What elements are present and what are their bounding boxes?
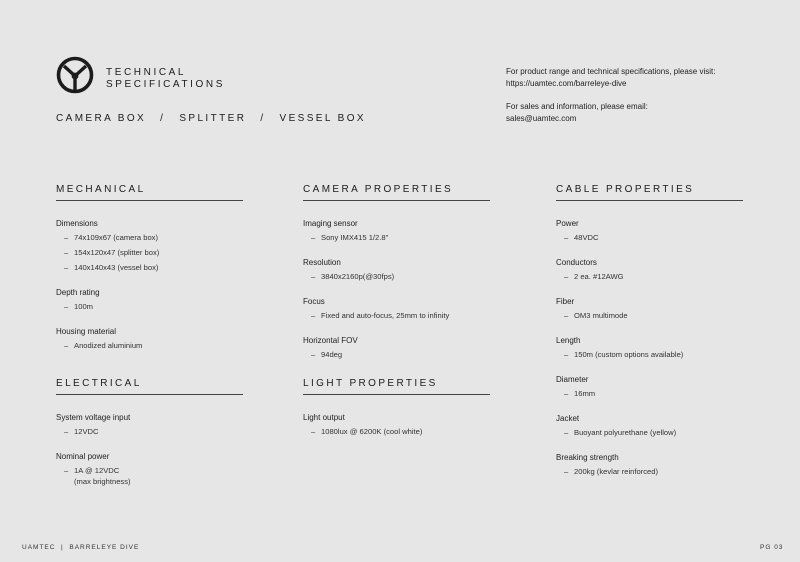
spec-label: Diameter bbox=[556, 375, 589, 384]
spec-value: – 200kg (kevlar reinforced) bbox=[564, 467, 658, 476]
camera-properties-section bbox=[303, 184, 503, 360]
spec-label: Jacket bbox=[556, 414, 580, 423]
nav-camera-box: CAMERA BOX bbox=[56, 113, 147, 124]
spec-label: Resolution bbox=[303, 258, 341, 267]
spec-value: – Anodized aluminium bbox=[64, 341, 143, 350]
spec-label: Horizontal FOV bbox=[303, 336, 358, 345]
spec-label: Focus bbox=[303, 297, 325, 306]
spec-value: – 48VDC bbox=[564, 233, 599, 242]
spec-value: – 1A @ 12VDC (max brightness) bbox=[64, 466, 131, 486]
contact-email: sales@uamtec.com bbox=[506, 114, 577, 123]
spec-value: – Buoyant polyurethane (yellow) bbox=[564, 428, 677, 437]
spec-value: – 3840x2160p(@30fps) bbox=[311, 272, 395, 281]
spec-value: – Fixed and auto-focus, 25mm to infinity bbox=[311, 311, 450, 320]
electrical-section bbox=[56, 378, 256, 487]
nav-vessel-box: VESSEL BOX bbox=[279, 113, 366, 124]
spec-value: – 150m (custom options available) bbox=[564, 350, 684, 359]
steering-wheel-logo-icon bbox=[56, 56, 94, 94]
product-nav bbox=[56, 113, 366, 124]
section-heading: MECHANICAL bbox=[56, 184, 243, 201]
spec-label: Dimensions bbox=[56, 219, 98, 228]
page-number: PG 03 bbox=[760, 544, 784, 551]
spec-value: – 12VDC bbox=[64, 427, 99, 436]
contact-visit-text: For product range and technical specifications, please visit: bbox=[506, 67, 716, 76]
footer-brand: UAMTEC | BARRELEYE DIVE bbox=[22, 544, 140, 551]
mechanical-section bbox=[56, 184, 256, 351]
spec-label: Length bbox=[556, 336, 581, 345]
section-heading: CABLE PROPERTIES bbox=[556, 184, 743, 201]
spec-label: Breaking strength bbox=[556, 453, 619, 462]
section-heading: LIGHT PROPERTIES bbox=[303, 378, 490, 395]
contact-email-text: For sales and information, please email: bbox=[506, 102, 648, 111]
section-heading: CAMERA PROPERTIES bbox=[303, 184, 490, 201]
nav-separator: / bbox=[260, 113, 266, 124]
document-title-line2: SPECIFICATIONS bbox=[106, 79, 226, 90]
spec-value: – 140x140x43 (vessel box) bbox=[64, 263, 159, 272]
spec-label: Depth rating bbox=[56, 288, 100, 297]
spec-label: System voltage input bbox=[56, 413, 131, 422]
spec-value: – Sony IMX415 1/2.8" bbox=[311, 233, 389, 242]
spec-label: Light output bbox=[303, 413, 345, 422]
spec-value: – 100m bbox=[64, 302, 93, 311]
nav-splitter: SPLITTER bbox=[179, 113, 247, 124]
document-title-line1: TECHNICAL bbox=[106, 67, 187, 78]
spec-value: – OM3 multimode bbox=[564, 311, 628, 320]
section-heading: ELECTRICAL bbox=[56, 378, 243, 395]
spec-label: Fiber bbox=[556, 297, 575, 306]
spec-value: – 74x109x67 (camera box) bbox=[64, 233, 158, 242]
cable-properties-section bbox=[556, 184, 756, 477]
light-properties-section bbox=[303, 378, 503, 437]
spec-label: Conductors bbox=[556, 258, 597, 267]
spec-label: Power bbox=[556, 219, 579, 228]
spec-label: Housing material bbox=[56, 327, 117, 336]
spec-value: – 2 ea. #12AWG bbox=[564, 272, 624, 281]
spec-value: – 16mm bbox=[564, 389, 596, 398]
nav-separator: / bbox=[160, 113, 166, 124]
contact-url: https://uamtec.com/barreleye-dive bbox=[506, 79, 627, 88]
spec-label: Nominal power bbox=[56, 452, 110, 461]
spec-value: – 1080lux @ 6200K (cool white) bbox=[311, 427, 423, 436]
spec-label: Imaging sensor bbox=[303, 219, 358, 228]
spec-value: – 94deg bbox=[311, 350, 343, 359]
spec-value: – 154x120x47 (splitter box) bbox=[64, 248, 160, 257]
